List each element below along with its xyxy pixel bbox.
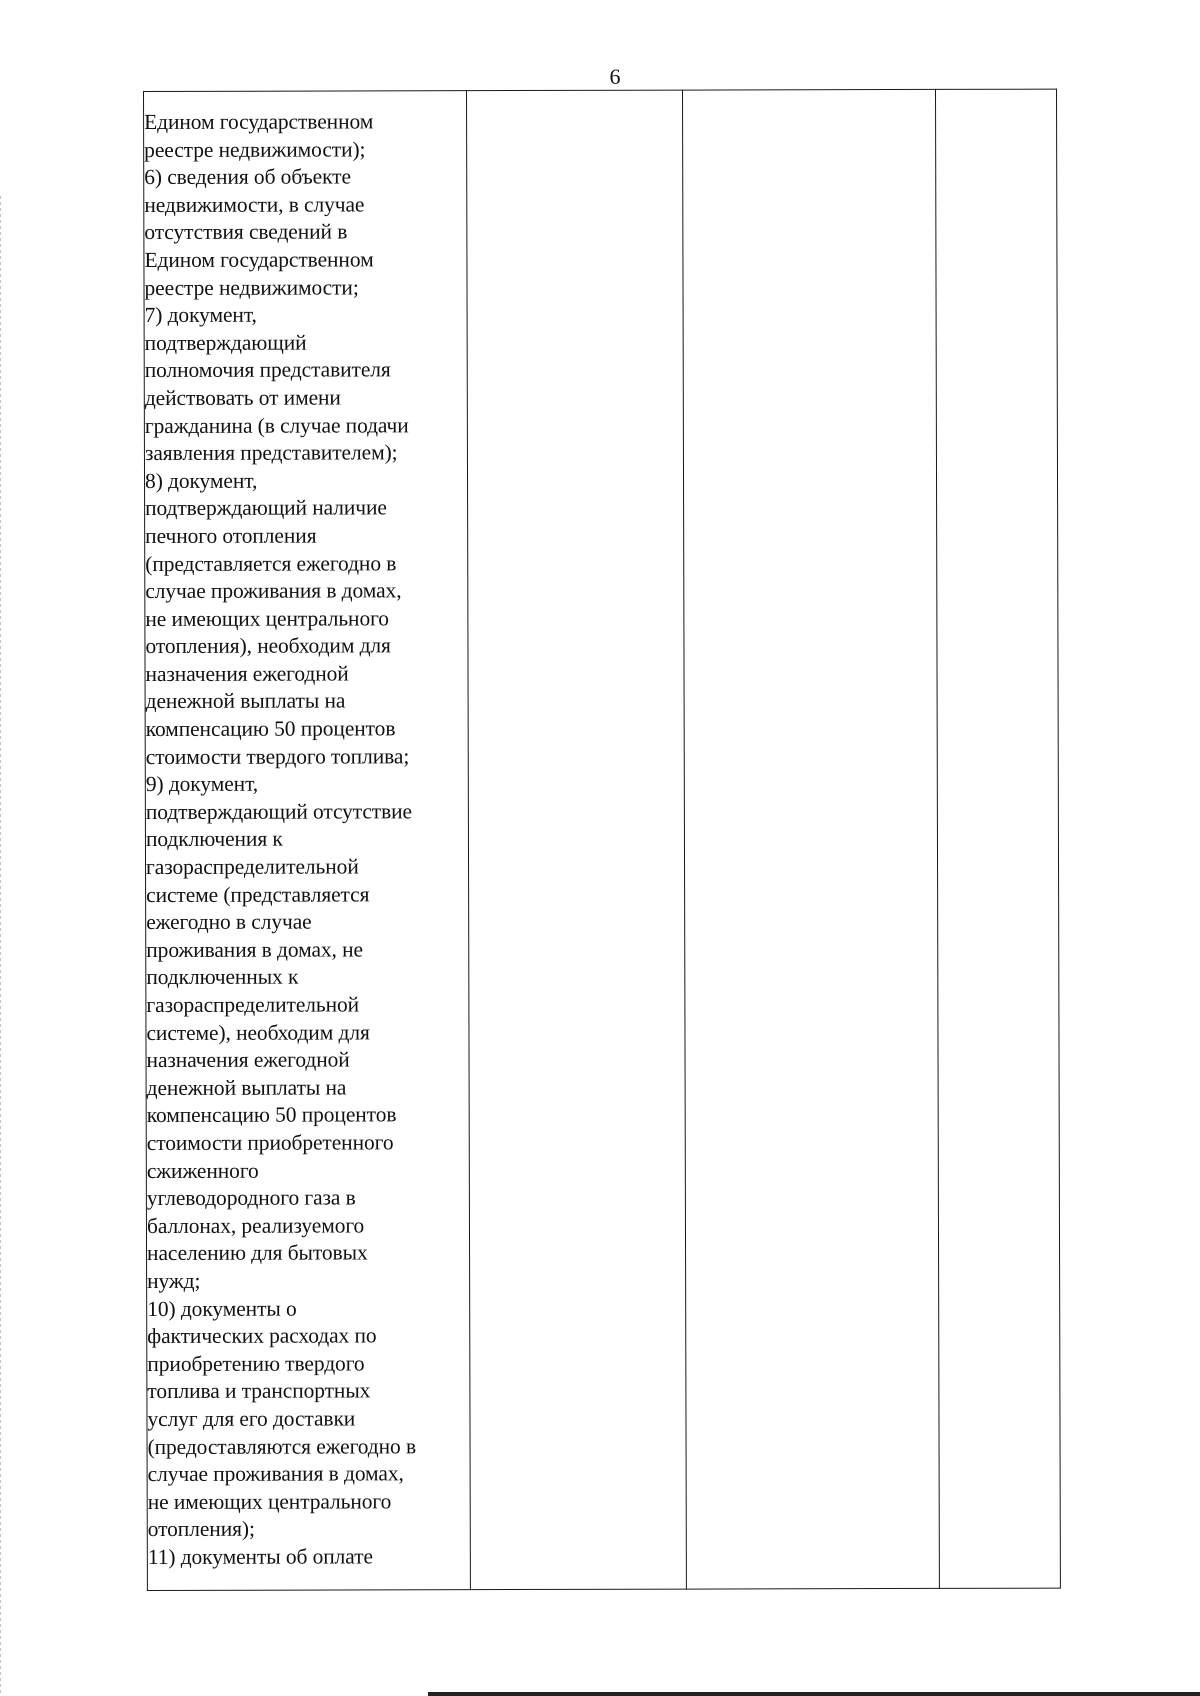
table-row xyxy=(144,89,1061,1590)
cell-text-line: стоимости твердого топлива; xyxy=(145,743,410,769)
cell-text-line: Едином государственном xyxy=(144,109,374,134)
cell-text-line: не имеющих центрального xyxy=(147,1489,392,1514)
table-cell-empty-4 xyxy=(935,89,1060,1588)
cell-text-line: действовать от имени xyxy=(144,385,341,410)
cell-text-line: нужд; xyxy=(147,1268,201,1293)
cell-text-line: назначения ежегодной xyxy=(145,661,349,686)
cell-text-line: баллонах, реализуемого xyxy=(146,1213,365,1238)
cell-text-line: 10) документы о xyxy=(147,1296,297,1321)
cell-text-line: недвижимости, в случае xyxy=(144,192,365,217)
cell-text-line: подтверждающий отсутствие xyxy=(145,799,412,824)
cell-text-line: подтверждающий xyxy=(144,330,307,355)
cell-text-line: приобретению твердого xyxy=(147,1351,365,1376)
cell-text-line: денежной выплаты на xyxy=(146,1075,347,1100)
cell-text-line: полномочия представителя xyxy=(144,357,391,383)
cell-text-line: фактических расходах по xyxy=(147,1323,377,1349)
cell-text-line: случае проживания в домах, xyxy=(147,1461,404,1487)
cell-text-line: стоимости приобретенного xyxy=(146,1130,394,1155)
cell-text-line: системе (представляется xyxy=(146,882,370,907)
cell-text-line: проживания в домах, не xyxy=(146,937,363,962)
cell-text-line: заявления представителем); xyxy=(144,440,398,466)
cell-text-line: услуг для его доставки xyxy=(147,1406,356,1431)
cell-text-line: отсутствия сведений в xyxy=(144,219,348,245)
cell-text-line: 7) документ, xyxy=(144,302,257,328)
cell-text-line: назначения ежегодной xyxy=(146,1047,350,1073)
cell-text-line: газораспределительной xyxy=(146,854,359,880)
cell-text-line: отопления), необходим для xyxy=(145,633,391,659)
cell-text-line: денежной выплаты на xyxy=(145,688,346,714)
cell-text-line: 11) документы об оплате xyxy=(147,1544,373,1569)
cell-text-line: случае проживания в домах, xyxy=(145,578,402,604)
cell-text-line: 8) документ, xyxy=(144,468,258,493)
cell-text-line: реестре недвижимости; xyxy=(144,274,359,300)
table-cell-empty-3 xyxy=(682,89,939,1589)
document-table xyxy=(143,89,1061,1591)
cell-text-line: населению для бытовых xyxy=(147,1240,368,1266)
page-number: 6 xyxy=(609,64,621,89)
cell-text-line: подключения к xyxy=(145,827,283,852)
cell-text-line: печного отопления xyxy=(145,523,317,548)
document-table-wrapper xyxy=(143,89,1061,1591)
cell-text-line: углеводородного газа в xyxy=(146,1185,356,1211)
cell-text-line: ежегодно в случае xyxy=(146,909,312,935)
cell-text-line: Едином государственном xyxy=(144,247,374,272)
cell-text-line: подтверждающий наличие xyxy=(145,495,387,521)
cell-text-line: не имеющих центрального xyxy=(145,606,389,631)
cell-text-line: гражданина (в случае подачи xyxy=(144,412,409,438)
cell-text-line: компенсацию 50 процентов xyxy=(146,1102,397,1128)
cell-text-line: компенсацию 50 процентов xyxy=(145,716,396,742)
cell-text-requirements xyxy=(144,91,470,1571)
cell-text-line: реестре недвижимости); xyxy=(144,137,366,162)
scan-bottom-line xyxy=(428,1692,1200,1696)
table-cell-empty-2 xyxy=(467,90,687,1590)
cell-text-line: 6) сведения об объекте xyxy=(144,164,351,190)
cell-text-line: системе), необходим для xyxy=(146,1020,370,1045)
cell-text-line: отопления); xyxy=(147,1516,255,1542)
cell-text-line: (предоставляются ежегодно в xyxy=(147,1433,417,1459)
cell-text-line: газораспределительной xyxy=(146,992,360,1017)
cell-text-line: (представляется ежегодно в xyxy=(145,550,397,576)
cell-text-line: сжиженного xyxy=(146,1158,259,1183)
cell-text-line: топлива и транспортных xyxy=(147,1378,371,1404)
table-cell-requirements xyxy=(144,91,471,1591)
cell-text-line: 9) документ, xyxy=(145,771,259,797)
cell-text-line: подключенных к xyxy=(146,965,299,990)
scan-edge-mark xyxy=(0,196,1,1696)
